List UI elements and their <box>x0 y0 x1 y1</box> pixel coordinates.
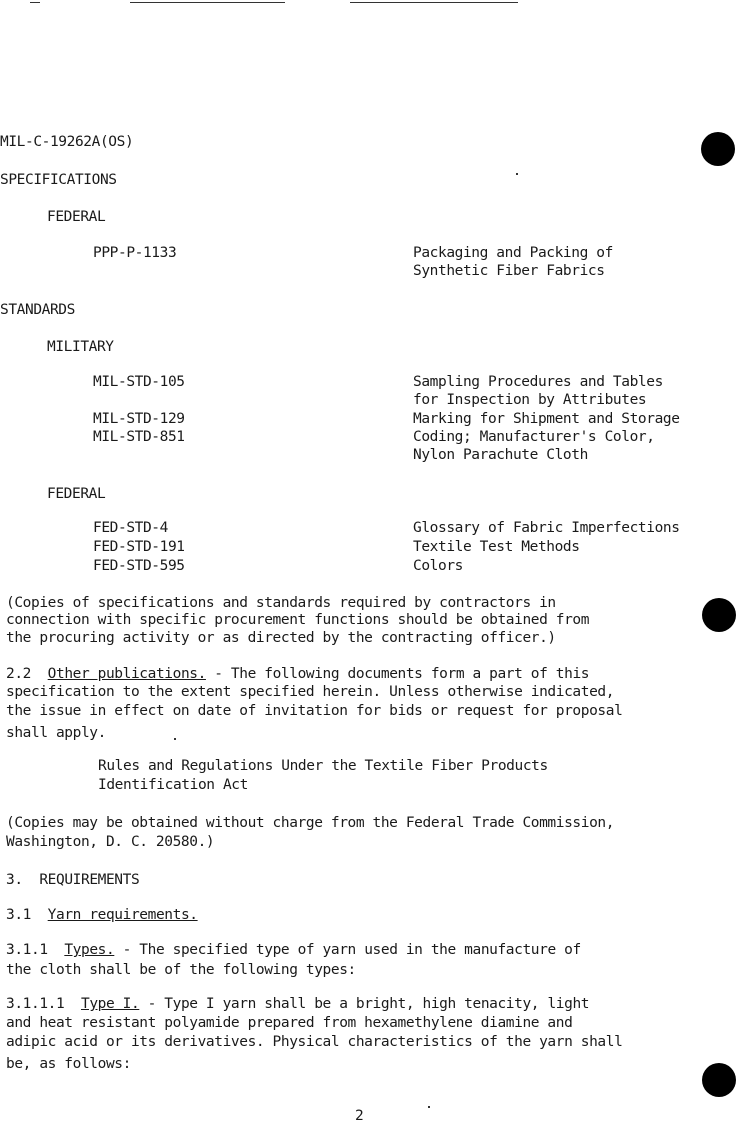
section-text: - The following documents form a part of this <box>205 666 590 682</box>
fed-std-code: FED-STD-191 <box>93 539 185 555</box>
section-number: 3.1.1 <box>6 942 48 958</box>
section-number: 2.2 <box>6 666 31 682</box>
section-3-heading <box>6 871 139 889</box>
standards-military-label: MILITARY <box>47 339 114 355</box>
section-2-2-line: the issue in effect on date of invitation for bids or request for proposal <box>6 703 623 719</box>
top-rule-left <box>130 2 285 3</box>
std-title-line: Nylon Parachute Cloth <box>413 447 588 463</box>
std-code: MIL-STD-105 <box>93 374 185 390</box>
copies-note-line: (Copies of specifications and standards required by contractors in <box>6 595 556 611</box>
punch-hole-middle <box>702 598 736 632</box>
std-title-line: for Inspection by Attributes <box>413 392 647 408</box>
fed-std-code: FED-STD-595 <box>93 558 185 574</box>
section-title: REQUIREMENTS <box>39 872 140 888</box>
std-title-line: Sampling Procedures and Tables <box>413 374 663 390</box>
section-3-1-1-line1 <box>6 941 581 959</box>
spec-title-line: Packaging and Packing of <box>413 245 613 261</box>
fed-std-title: Textile Test Methods <box>413 539 580 555</box>
section-3-1-1-1-line1 <box>6 995 589 1013</box>
stray-mark <box>174 738 176 740</box>
section-number: 3. <box>6 872 23 888</box>
spec-title-line: Synthetic Fiber Fabrics <box>413 263 605 279</box>
specifications-federal-label: FEDERAL <box>47 209 106 225</box>
copies-note-2-line: Washington, D. C. 20580.) <box>6 834 215 850</box>
section-number: 3.1.1.1 <box>6 996 65 1012</box>
section-3-1-heading <box>6 906 198 924</box>
top-rule-right <box>350 2 518 3</box>
fed-std-title: Colors <box>413 558 463 574</box>
fed-std-title: Glossary of Fabric Imperfections <box>413 520 680 536</box>
copies-note-line: the procuring activity or as directed by the contracting officer.) <box>6 630 556 646</box>
section-3-1-1-1-line: and heat resistant polyamide prepared from hexamethylene diamine and <box>6 1015 573 1031</box>
std-title-line: Coding; Manufacturer's Color, <box>413 429 655 445</box>
top-rule-tick <box>30 2 40 3</box>
stray-mark <box>428 1106 430 1108</box>
section-3-1-1-line: the cloth shall be of the following types: <box>6 962 356 978</box>
specifications-heading: SPECIFICATIONS <box>0 172 117 188</box>
standards-heading: STANDARDS <box>0 302 75 318</box>
section-3-1-1-1-line: be, as follows: <box>6 1056 131 1072</box>
section-3-1-1-1-line: adipic acid or its derivatives. Physical characteristics of the yarn shall <box>6 1034 623 1050</box>
fed-std-code: FED-STD-4 <box>93 520 168 536</box>
std-code: MIL-STD-129 <box>93 411 185 427</box>
stray-mark <box>516 173 518 175</box>
page-number: 2 <box>355 1108 364 1124</box>
copies-note-2-line: (Copies may be obtained without charge from the Federal Trade Commission, <box>6 815 615 831</box>
section-title: Types. <box>64 942 115 958</box>
document-number: MIL-C-19262A(OS) <box>0 134 134 150</box>
spec-code: PPP-P-1133 <box>93 245 177 261</box>
std-code: MIL-STD-851 <box>93 429 185 445</box>
section-text: - The specified type of yarn used in the manufacture of <box>114 942 581 958</box>
rules-doc-line: Identification Act <box>98 777 248 793</box>
punch-hole-bottom <box>702 1063 736 1097</box>
standards-federal-label: FEDERAL <box>47 486 106 502</box>
punch-hole-top <box>701 132 735 166</box>
section-2-2-line: shall apply. <box>6 725 106 741</box>
section-title: Yarn requirements. <box>47 907 198 923</box>
section-2-2-line1 <box>6 665 589 683</box>
section-number: 3.1 <box>6 907 31 923</box>
section-text: - Type I yarn shall be a bright, high tenacity, light <box>139 996 590 1012</box>
std-title-line: Marking for Shipment and Storage <box>413 411 680 427</box>
section-title: Type I. <box>80 996 140 1012</box>
section-title: Other publications. <box>47 666 206 682</box>
rules-doc-line: Rules and Regulations Under the Textile Fiber Products <box>98 758 548 774</box>
copies-note-line: connection with specific procurement functions should be obtained from <box>6 612 590 628</box>
section-2-2-line: specification to the extent specified herein. Unless otherwise indicated, <box>6 684 615 700</box>
